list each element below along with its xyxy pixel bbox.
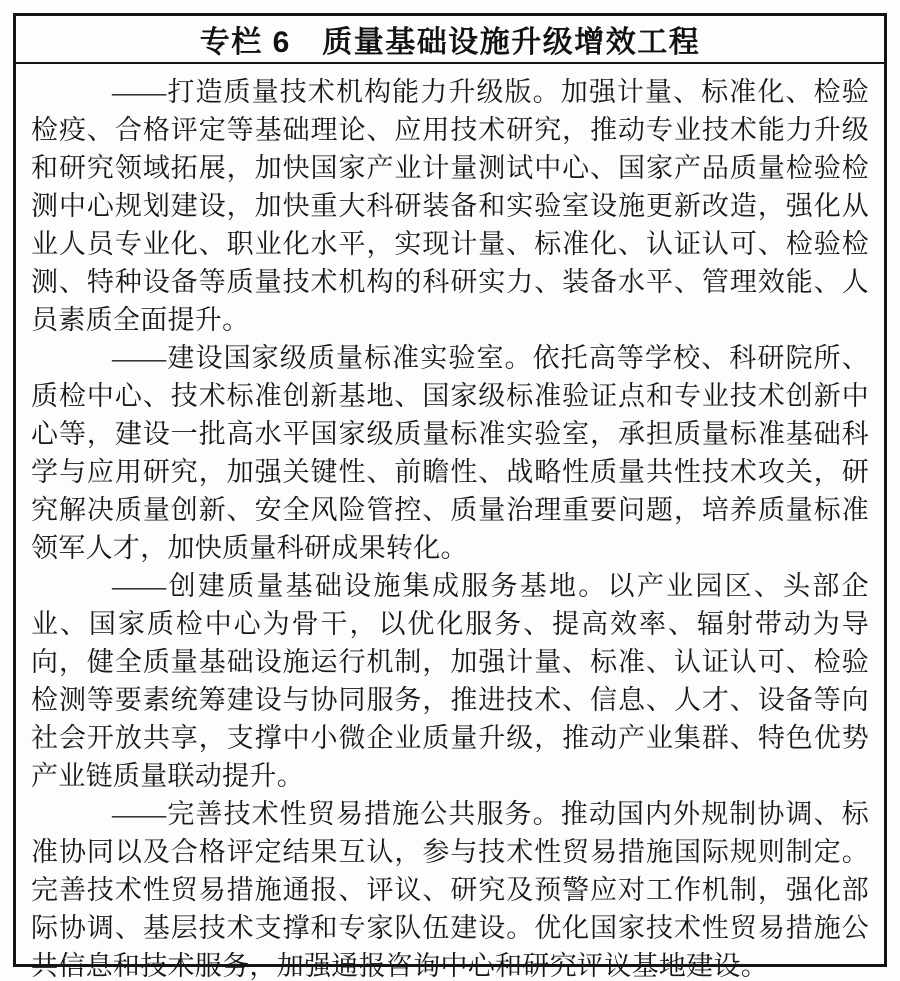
paragraph-technical-trade-measures: ——完善技术性贸易措施公共服务。推动国内外规制协调、标准协同以及合格评定结果互认，参与技术性贸易措施国际规则制定。完善技术性贸易措施通报、评议、研究及预警应对工作机制，强化部际协调、基层技术支撑和专家队伍建设。优化国家技术性贸易措施公共信息和技术服务，加强通报咨询中心和研究评议基地建设。 xyxy=(31,799,869,981)
box-title-bar xyxy=(16,16,884,64)
paragraph-national-quality-standard-labs: ——建设国家级质量标准实验室。依托高等学校、科研院所、质检中心、技术标准创新基地、国家级标准验证点和专业技术创新中心等，建设一批高水平国家级质量标准实验室，承担质量标准基础科学与应用研究，加强关键性、前瞻性、战略性质量共性技术攻关，研究解决质量创新、安全风险管控、质量治理重要问题，培养质量标准领军人才，加快质量科研成果转化。 xyxy=(31,343,869,563)
box-title: 专栏 6 质量基础设施升级增效工程 xyxy=(199,26,701,59)
paragraph-integrated-service-bases: ——创建质量基础设施集成服务基地。以产业园区、头部企业、国家质检中心为骨干，以优化服务、提高效率、辐射带动为导向，健全质量基础设施运行机制，加强计量、标准、认证认可、检验检测等要素统筹建设与协同服务，推进技术、信息、人才、设备等向社会开放共享，支撑中小微企业质量升级，推动产业集群、特色优势产业链质量联动提升。 xyxy=(31,571,869,791)
column-6-callout-box xyxy=(13,13,887,981)
box-body xyxy=(16,64,884,981)
paragraph-quality-tech-institution-upgrade: ——打造质量技术机构能力升级版。加强计量、标准化、检验检疫、合格评定等基础理论、应用技术研究，推动专业技术能力升级和研究领域拓展，加快国家产业计量测试中心、国家产品质量检验检测中心规划建设，加快重大科研装备和实验室设施更新改造，强化从业人员专业化、职业化水平，实现计量、标准化、认证认可、检验检测、特种设备等质量技术机构的科研实力、装备水平、管理效能、人员素质全面提升。 xyxy=(31,77,869,335)
